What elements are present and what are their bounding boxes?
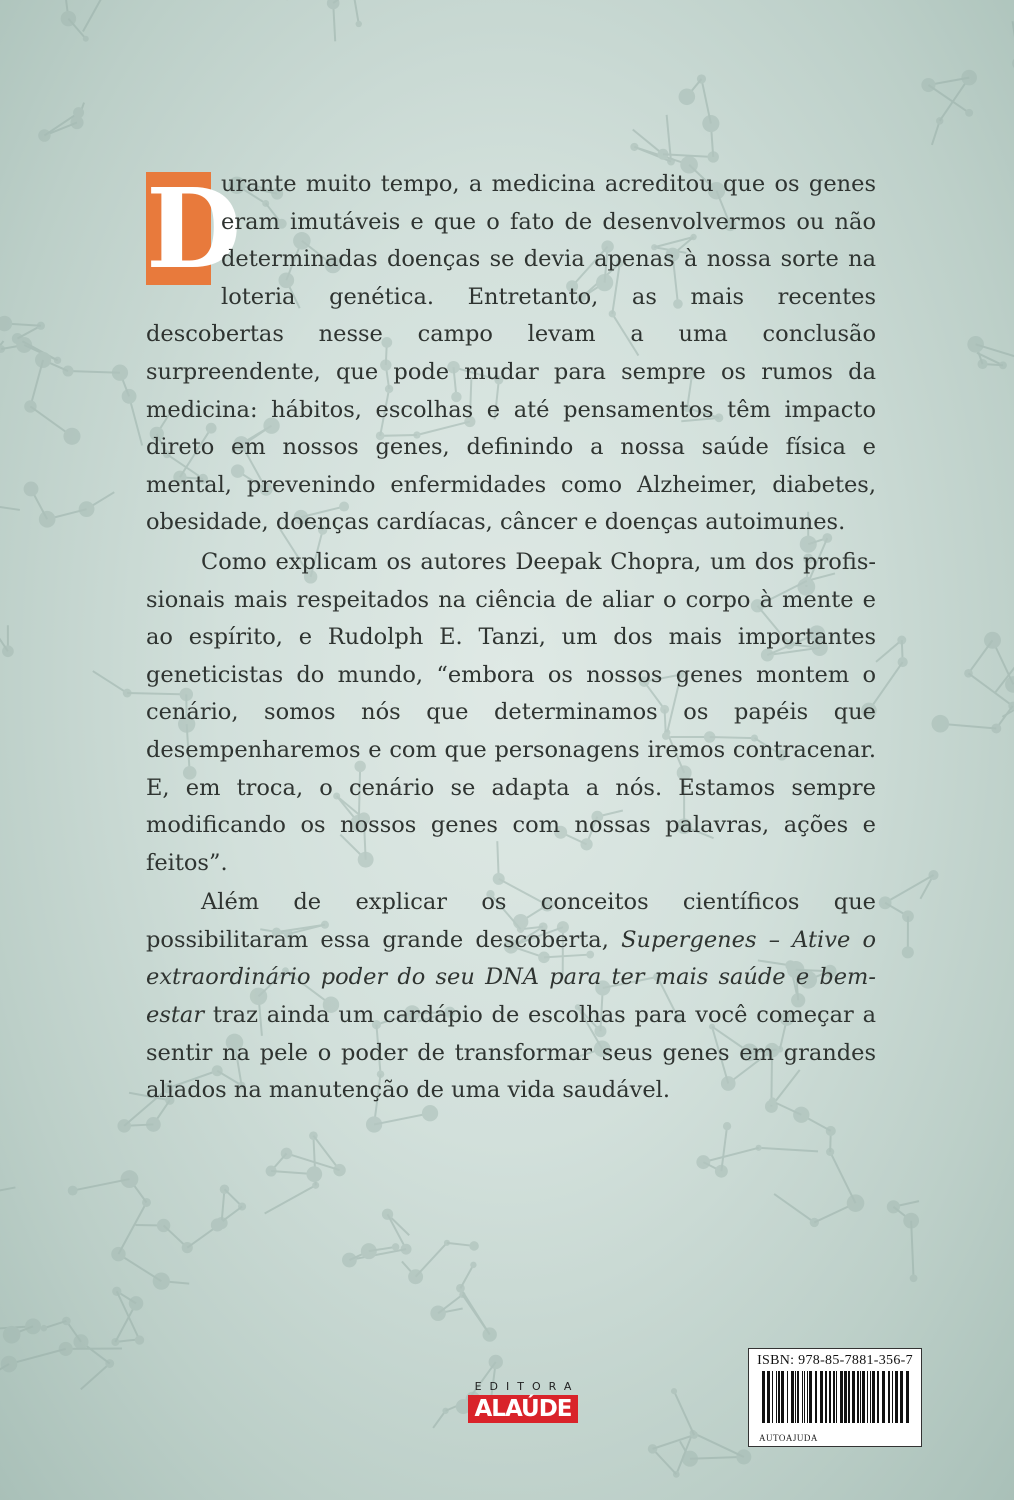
barcode-icon: [760, 1371, 910, 1423]
blurb-paragraph-1: [146, 166, 876, 542]
publisher-logo: [453, 1380, 593, 1423]
paragraph-3-start: Além de explicar os conceitos científicos que possibilitaram essa grande descoberta,: [146, 889, 876, 953]
blurb-paragraph-3: [146, 884, 876, 1110]
paragraph-3-end: traz ainda um cardápio de escolhas para você começar a sentir na pele o poder de transformar seus genes em grandes aliados na manutenção de uma vida saudável.: [146, 1002, 876, 1104]
book-title-part-b: para ter mais saúde e bem-estar: [146, 964, 876, 1029]
publisher-name: ALAÚDE: [468, 1395, 577, 1423]
back-cover-blurb: [146, 166, 876, 1110]
isbn-number: ISBN: 978-85-7881-356-7: [757, 1353, 913, 1368]
drop-cap: D: [146, 164, 242, 293]
blurb-paragraph-2: Como explicam os autores Deepak Chopra, um dos profissionais mais respeitados na ciência de aliar o corpo à mente e ao espírito, e Rudolph E. Tanzi, um dos mais importantes geneticistas do mundo, “embora os nossos genes montem o cenário, somos nós que determinamos os papéis que desempenharemos e com que personagens iremos contracenar. E, em troca, o cenário se adapta a nós. Estamos sempre modificando os nossos genes com nossas palavras, ações e feitos”.: [146, 548, 876, 876]
book-title-dna: DNA: [485, 964, 540, 991]
book-title-part-a: Supergenes – Ative o extraordinário poder do seu: [146, 926, 876, 991]
isbn-barcode-block: [748, 1348, 922, 1447]
publisher-label: EDITORA: [474, 1380, 580, 1393]
paragraph-1-text: urante muito tempo, a medicina acreditou que os genes eram imutáveis e que o fato de desenvolvermos ou não determinadas doenças se devia apenas à nossa sorte na loteria genética. Entretanto, as mais recentes descobertas nesse campo levam a uma conclusão surpreendente, que pode mudar para sempre os rumos da medicina: hábitos, escolhas e até pensamentos têm impacto direto em nossos genes, definindo a nossa saúde física e mental, prevenindo enfermidades como Alzheimer, diabetes, obesidade, doenças cardíacas, câncer e doenças autoimunes.: [146, 171, 876, 536]
category-label: AUTOAJUDA: [759, 1433, 818, 1443]
